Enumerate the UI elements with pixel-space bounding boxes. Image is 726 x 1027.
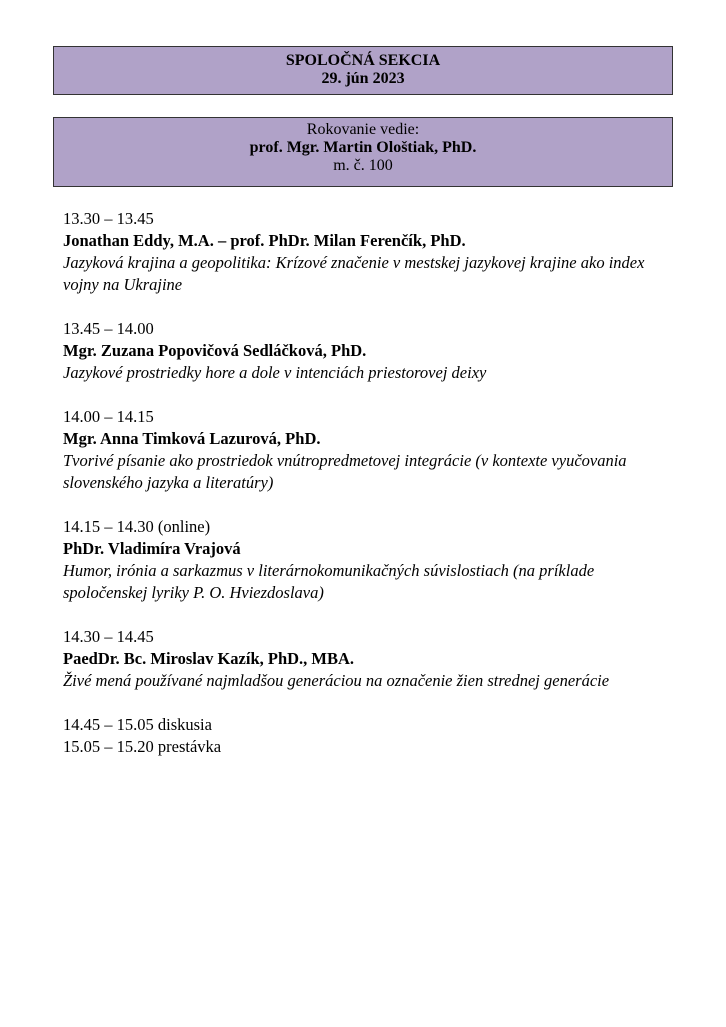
talk-title: Humor, irónia a sarkazmus v literárnokomunikačných súvislostiach (na príklade spoločenskej lyriky P. O. Hviezdoslava) (63, 561, 595, 602)
discussion-slot: 14.45 – 15.05 diskusia (63, 715, 212, 734)
talk-speaker: Mgr. Zuzana Popovičová Sedláčková, PhD. (63, 341, 367, 360)
talk-speaker: PhDr. Vladimíra Vrajová (63, 539, 241, 558)
chair-info-box (53, 117, 673, 187)
talk-title: Jazykové prostriedky hore a dole v intenciách priestorovej deixy (63, 363, 487, 382)
talk-item (63, 208, 663, 296)
section-date: 29. jún 2023 (321, 70, 405, 87)
chair-name: prof. Mgr. Martin Ološtiak, PhD. (249, 139, 477, 156)
break-slot: 15.05 – 15.20 prestávka (63, 737, 222, 756)
chair-label: Rokovanie vedie: (306, 121, 420, 138)
talk-title: Jazyková krajina a geopolitika: Krízové značenie v mestskej jazykovej krajine ako index vojny na Ukrajine (63, 253, 645, 294)
section-header-box (53, 46, 673, 95)
talk-item (63, 516, 663, 604)
talk-speaker: Mgr. Anna Timková Lazurová, PhD. (63, 429, 321, 448)
talk-time: 14.15 – 14.30 (online) (63, 517, 211, 536)
talk-time: 13.30 – 13.45 (63, 209, 154, 228)
talk-time: 14.00 – 14.15 (63, 407, 154, 426)
room-number: m. č. 100 (333, 157, 393, 174)
talk-title: Živé mená používané najmladšou generáciou na označenie žien strednej generácie (63, 671, 610, 690)
talk-time: 14.30 – 14.45 (63, 627, 154, 646)
talk-title: Tvorivé písanie ako prostriedok vnútropredmetovej integrácie (v kontexte vyučovania slovenského jazyka a literatúry) (63, 451, 627, 492)
talk-speaker: PaedDr. Bc. Miroslav Kazík, PhD., MBA. (63, 649, 355, 668)
talk-item (63, 318, 663, 384)
closing-block (63, 714, 663, 758)
talk-speaker: Jonathan Eddy, M.A. – prof. PhDr. Milan Ferenčík, PhD. (63, 231, 466, 250)
program-list (63, 208, 663, 758)
talk-item (63, 626, 663, 692)
section-title: SPOLOČNÁ SEKCIA (285, 52, 441, 69)
talk-time: 13.45 – 14.00 (63, 319, 154, 338)
talk-item (63, 406, 663, 494)
